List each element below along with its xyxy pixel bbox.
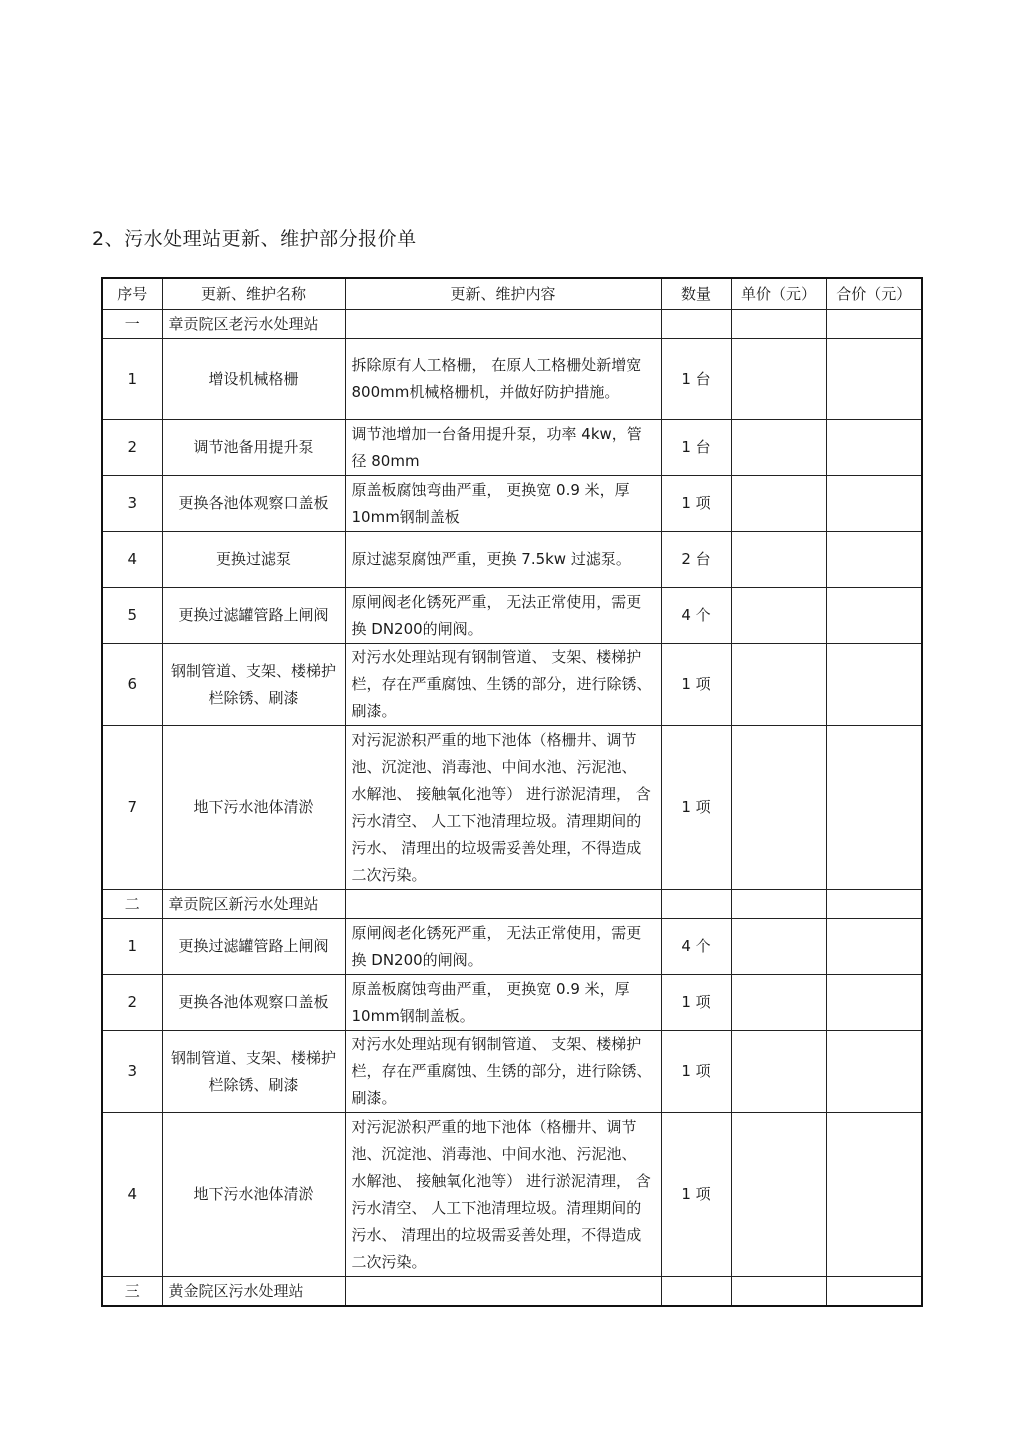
section-qty-cell bbox=[661, 1277, 731, 1307]
item-number: 3 bbox=[102, 1031, 162, 1113]
item-name: 更换过滤泵 bbox=[162, 532, 345, 588]
item-quantity: 1 项 bbox=[661, 975, 731, 1031]
item-unit-price bbox=[731, 975, 826, 1031]
section-content-cell bbox=[345, 1277, 661, 1307]
item-total-price bbox=[826, 1031, 922, 1113]
section-unit-price-cell bbox=[731, 1277, 826, 1307]
item-unit-price bbox=[731, 1113, 826, 1277]
section-unit-price-cell bbox=[731, 310, 826, 339]
section-number: 二 bbox=[102, 890, 162, 919]
table-row bbox=[102, 1031, 922, 1113]
section-qty-cell bbox=[661, 890, 731, 919]
table-row bbox=[102, 588, 922, 644]
section-row bbox=[102, 310, 922, 339]
item-name: 地下污水池体清淤 bbox=[162, 1113, 345, 1277]
section-title: 黄金院区污水处理站 bbox=[162, 1277, 345, 1307]
item-number: 1 bbox=[102, 339, 162, 420]
item-name: 增设机械格栅 bbox=[162, 339, 345, 420]
col-header-name: 更新、维护名称 bbox=[162, 278, 345, 310]
col-header-unit-price: 单价（元） bbox=[731, 278, 826, 310]
col-header-total-price: 合价（元） bbox=[826, 278, 922, 310]
col-header-no: 序号 bbox=[102, 278, 162, 310]
section-title: 章贡院区新污水处理站 bbox=[162, 890, 345, 919]
item-total-price bbox=[826, 476, 922, 532]
item-name: 更换各池体观察口盖板 bbox=[162, 975, 345, 1031]
item-name: 更换过滤罐管路上闸阀 bbox=[162, 919, 345, 975]
item-content: 调节池增加一台备用提升泵，功率 4kw，管径 80mm bbox=[345, 420, 661, 476]
item-quantity: 1 项 bbox=[661, 644, 731, 726]
item-unit-price bbox=[731, 476, 826, 532]
item-content: 原过滤泵腐蚀严重，更换 7.5kw 过滤泵。 bbox=[345, 532, 661, 588]
item-unit-price bbox=[731, 532, 826, 588]
item-unit-price bbox=[731, 919, 826, 975]
table-header-row bbox=[102, 278, 922, 310]
table-row bbox=[102, 476, 922, 532]
table-body bbox=[102, 310, 922, 1307]
document-heading: 2、污水处理站更新、维护部分报价单 bbox=[92, 228, 417, 250]
item-number: 2 bbox=[102, 975, 162, 1031]
item-total-price bbox=[826, 532, 922, 588]
item-number: 4 bbox=[102, 532, 162, 588]
section-total-price-cell bbox=[826, 1277, 922, 1307]
quotation-table bbox=[101, 277, 923, 1307]
item-number: 2 bbox=[102, 420, 162, 476]
table-row bbox=[102, 726, 922, 890]
section-qty-cell bbox=[661, 310, 731, 339]
item-name: 更换过滤罐管路上闸阀 bbox=[162, 588, 345, 644]
item-name: 更换各池体观察口盖板 bbox=[162, 476, 345, 532]
item-content: 对污水处理站现有钢制管道、 支架、楼梯护栏，存在严重腐蚀、生锈的部分，进行除锈、刷漆。 bbox=[345, 1031, 661, 1113]
item-unit-price bbox=[731, 644, 826, 726]
item-quantity: 1 项 bbox=[661, 1031, 731, 1113]
item-total-price bbox=[826, 339, 922, 420]
col-header-content: 更新、维护内容 bbox=[345, 278, 661, 310]
item-quantity: 4 个 bbox=[661, 919, 731, 975]
table-row bbox=[102, 339, 922, 420]
item-unit-price bbox=[731, 726, 826, 890]
table-row bbox=[102, 532, 922, 588]
item-name: 钢制管道、支架、楼梯护栏除锈、刷漆 bbox=[162, 644, 345, 726]
item-number: 7 bbox=[102, 726, 162, 890]
item-total-price bbox=[826, 726, 922, 890]
item-unit-price bbox=[731, 1031, 826, 1113]
section-content-cell bbox=[345, 310, 661, 339]
item-total-price bbox=[826, 975, 922, 1031]
item-content: 对污泥淤积严重的地下池体（格栅井、调节池、沉淀池、消毒池、中间水池、污泥池、 水解池、 接触氧化池等） 进行淤泥清理， 含污水清空、 人工下池清理垃圾。清理期间的污水、 清理出的垃圾需妥善处理，不得造成二次污染。 bbox=[345, 726, 661, 890]
item-total-price bbox=[826, 1113, 922, 1277]
section-content-cell bbox=[345, 890, 661, 919]
item-number: 4 bbox=[102, 1113, 162, 1277]
col-header-qty: 数量 bbox=[661, 278, 731, 310]
item-quantity: 2 台 bbox=[661, 532, 731, 588]
table-row bbox=[102, 919, 922, 975]
item-quantity: 1 项 bbox=[661, 726, 731, 890]
item-name: 地下污水池体清淤 bbox=[162, 726, 345, 890]
item-total-price bbox=[826, 588, 922, 644]
item-quantity: 1 项 bbox=[661, 476, 731, 532]
section-row bbox=[102, 1277, 922, 1307]
item-content: 原盖板腐蚀弯曲严重， 更换宽 0.9 米，厚 10mm钢制盖板。 bbox=[345, 975, 661, 1031]
item-unit-price bbox=[731, 420, 826, 476]
item-total-price bbox=[826, 420, 922, 476]
item-quantity: 4 个 bbox=[661, 588, 731, 644]
item-content: 对污泥淤积严重的地下池体（格栅井、调节池、沉淀池、消毒池、中间水池、污泥池、 水解池、 接触氧化池等） 进行淤泥清理， 含污水清空、 人工下池清理垃圾。清理期间的污水、 清理出的垃圾需妥善处理，不得造成二次污染。 bbox=[345, 1113, 661, 1277]
section-unit-price-cell bbox=[731, 890, 826, 919]
item-name: 调节池备用提升泵 bbox=[162, 420, 345, 476]
table-row bbox=[102, 644, 922, 726]
item-number: 3 bbox=[102, 476, 162, 532]
item-number: 5 bbox=[102, 588, 162, 644]
item-unit-price bbox=[731, 588, 826, 644]
item-content: 拆除原有人工格栅， 在原人工格栅处新增宽 800mm机械格栅机，并做好防护措施。 bbox=[345, 339, 661, 420]
item-quantity: 1 台 bbox=[661, 339, 731, 420]
item-quantity: 1 台 bbox=[661, 420, 731, 476]
section-number: 三 bbox=[102, 1277, 162, 1307]
item-content: 原闸阀老化锈死严重， 无法正常使用，需更换 DN200的闸阀。 bbox=[345, 588, 661, 644]
table-row bbox=[102, 420, 922, 476]
item-unit-price bbox=[731, 339, 826, 420]
item-content: 对污水处理站现有钢制管道、 支架、楼梯护栏，存在严重腐蚀、生锈的部分，进行除锈、刷漆。 bbox=[345, 644, 661, 726]
item-quantity: 1 项 bbox=[661, 1113, 731, 1277]
item-number: 1 bbox=[102, 919, 162, 975]
section-number: 一 bbox=[102, 310, 162, 339]
item-content: 原盖板腐蚀弯曲严重， 更换宽 0.9 米，厚 10mm钢制盖板 bbox=[345, 476, 661, 532]
table-row bbox=[102, 1113, 922, 1277]
item-content: 原闸阀老化锈死严重， 无法正常使用，需更换 DN200的闸阀。 bbox=[345, 919, 661, 975]
item-number: 6 bbox=[102, 644, 162, 726]
item-total-price bbox=[826, 919, 922, 975]
section-total-price-cell bbox=[826, 310, 922, 339]
item-name: 钢制管道、支架、楼梯护栏除锈、刷漆 bbox=[162, 1031, 345, 1113]
section-total-price-cell bbox=[826, 890, 922, 919]
item-total-price bbox=[826, 644, 922, 726]
section-row bbox=[102, 890, 922, 919]
table-row bbox=[102, 975, 922, 1031]
section-title: 章贡院区老污水处理站 bbox=[162, 310, 345, 339]
